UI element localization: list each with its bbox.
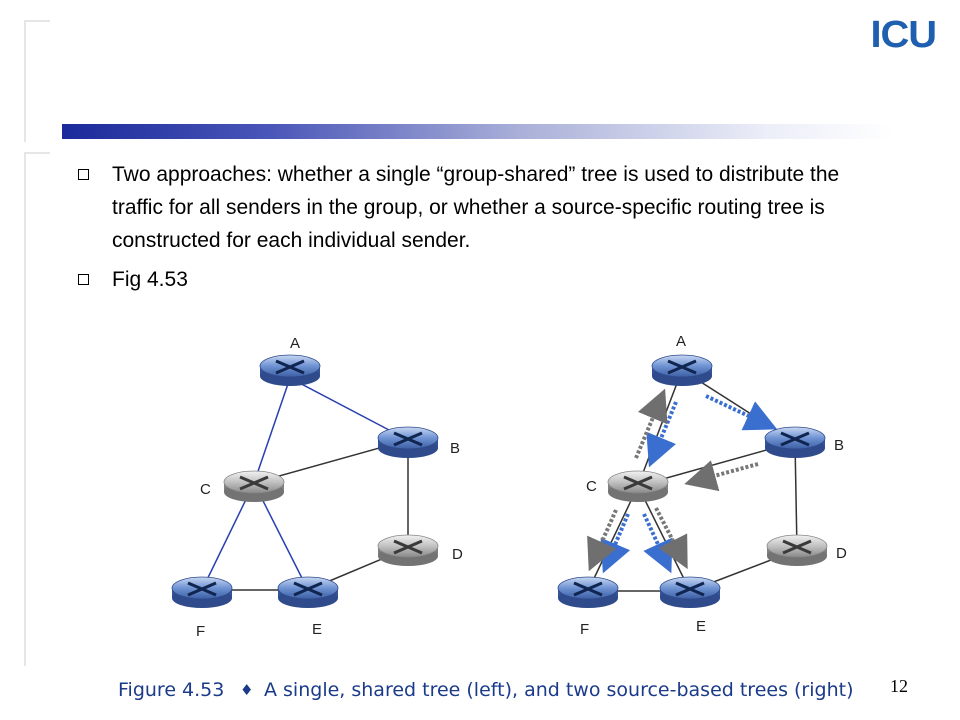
arrow-blue-c-f — [606, 514, 628, 566]
caption-diamond-icon: ♦ — [240, 681, 254, 699]
link-c-f-right — [588, 486, 638, 591]
router-d-left-icon — [378, 535, 438, 566]
label-a-left: A — [290, 335, 301, 352]
arrow-gray-c-e — [656, 508, 684, 562]
label-c-left: C — [200, 481, 211, 498]
link-c-e-right — [638, 486, 690, 591]
caption-text: A single, shared tree (left), and two source-based trees (right) — [264, 679, 854, 701]
link-a-c — [254, 378, 290, 483]
label-f-right: F — [580, 621, 590, 638]
label-e-right: E — [696, 618, 707, 635]
label-e-left: E — [312, 621, 323, 638]
router-f-left-icon — [172, 577, 232, 608]
page-number: 12 — [890, 676, 908, 696]
bullet-text: Two approaches: whether a single “group-shared” tree is used to distribute the traffic for all senders in the group, or whether a source-specific routing tree is constructed for each individual sender. — [112, 163, 840, 252]
caption-prefix: Figure 4.53 — [118, 679, 225, 701]
router-e-left-icon — [278, 577, 338, 608]
label-c-right: C — [586, 478, 597, 495]
label-d-right: D — [836, 545, 847, 562]
arrow-gray-c-a — [636, 396, 662, 458]
arrow-gray-b-c — [692, 464, 758, 482]
link-b-d-right — [795, 442, 797, 550]
link-a-c-right — [638, 370, 682, 486]
router-c-right-icon — [608, 471, 668, 502]
router-e-right-icon — [660, 577, 720, 608]
router-f-right-icon — [558, 577, 618, 608]
label-f-left: F — [196, 623, 206, 640]
label-a-right: A — [676, 333, 687, 350]
router-a-left-icon — [260, 355, 320, 386]
label-d-left: D — [452, 546, 463, 563]
router-c-left-icon — [224, 471, 284, 502]
label-b-right: B — [834, 437, 845, 454]
label-b-left: B — [450, 440, 461, 457]
arrow-blue-a-b — [706, 396, 770, 426]
bullet-text: Fig 4.53 — [112, 268, 188, 291]
router-b-left-icon — [378, 427, 438, 458]
router-a-right-icon — [652, 355, 712, 386]
router-d-right-icon — [767, 535, 827, 566]
figure-caption — [118, 679, 853, 701]
routers — [172, 355, 827, 608]
icu-logo: ICU — [870, 14, 937, 56]
router-b-right-icon — [765, 427, 825, 458]
